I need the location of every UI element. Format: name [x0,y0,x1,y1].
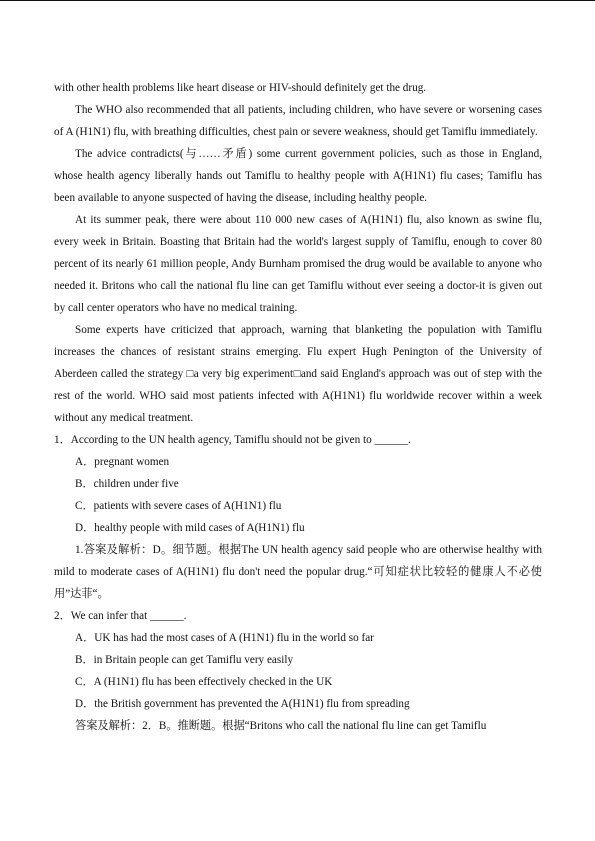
answer-option-d: D．healthy people with mild cases of A(H1N1) flu [75,522,305,534]
answer-option-a: A．UK has had the most cases of A (H1N1) flu in the world so far [75,632,374,644]
question-2 [54,605,542,737]
question-1 [54,429,542,605]
passage-paragraph: Some experts have criticized that approach, warning that blanketing the population with Tamiflu increases the chances of resistant strains emerging. Flu expert Hugh Penington of the University of Aberdeen called the strategy □a very big experiment□and said England's approach was out of step with the rest of the world. WHO said most patients infected with A(H1N1) flu worldwide recover within a week without any medical treatment. [54,324,542,424]
question-stem: 2．We can infer that ______. [54,610,187,622]
passage-paragraph: At its summer peak, there were about 110 000 new cases of A(H1N1) flu, also known as swine flu, every week in Britain. Boasting that Britain had the world's largest supply of Tamiflu, enough to cover 80 percent of its nearly 61 million people, Andy Burnham promised the drug would be available to anyone who needed it. Britons who call the national flu line can get Tamiflu without ever seeing a doctor-it is given out by call center operators who have no medical training. [54,214,542,314]
question-stem: 1．According to the UN health agency, Tamiflu should not be given to ______. [54,434,411,446]
page-top-rule [0,0,595,1]
answer-explanation: 1.答案及解析：D。细节题。根据The UN health agency said people who are otherwise healthy with mild to moderate cases of A(H1N1) flu don't need the popular drug.“可知症状比较轻的健康人不必使用”达菲“。 [54,544,542,600]
answer-option-a: A．pregnant women [75,456,170,468]
answer-explanation: 答案及解析：2．B。推断题。根据“Britons who call the national flu line can get Tamiflu [75,720,487,732]
passage-paragraph: The advice contradicts(与……矛盾) some current government policies, such as those in England, whose health agency liberally hands out Tamiflu to healthy people with A(H1N1) flu cases; Tamiflu has been available to anyone suspected of having the disease, including healthy people. [54,148,542,204]
answer-option-c: C．A (H1N1) flu has been effectively checked in the UK [75,676,333,688]
passage-paragraph-continued: with other health problems like heart disease or HIV-should definitely get the drug. [54,82,427,94]
answer-option-d: D．the British government has prevented the A(H1N1) flu from spreading [75,698,410,710]
answer-option-b: B．in Britain people can get Tamiflu very easily [75,654,294,666]
answer-option-c: C．patients with severe cases of A(H1N1) flu [75,500,282,512]
passage-paragraph: The WHO also recommended that all patients, including children, who have severe or worsening cases of A (H1N1) flu, with breathing difficulties, chest pain or severe weakness, should get Tamiflu immediately. [54,104,542,138]
document-body [54,77,542,737]
answer-option-b: B．children under five [75,478,179,490]
